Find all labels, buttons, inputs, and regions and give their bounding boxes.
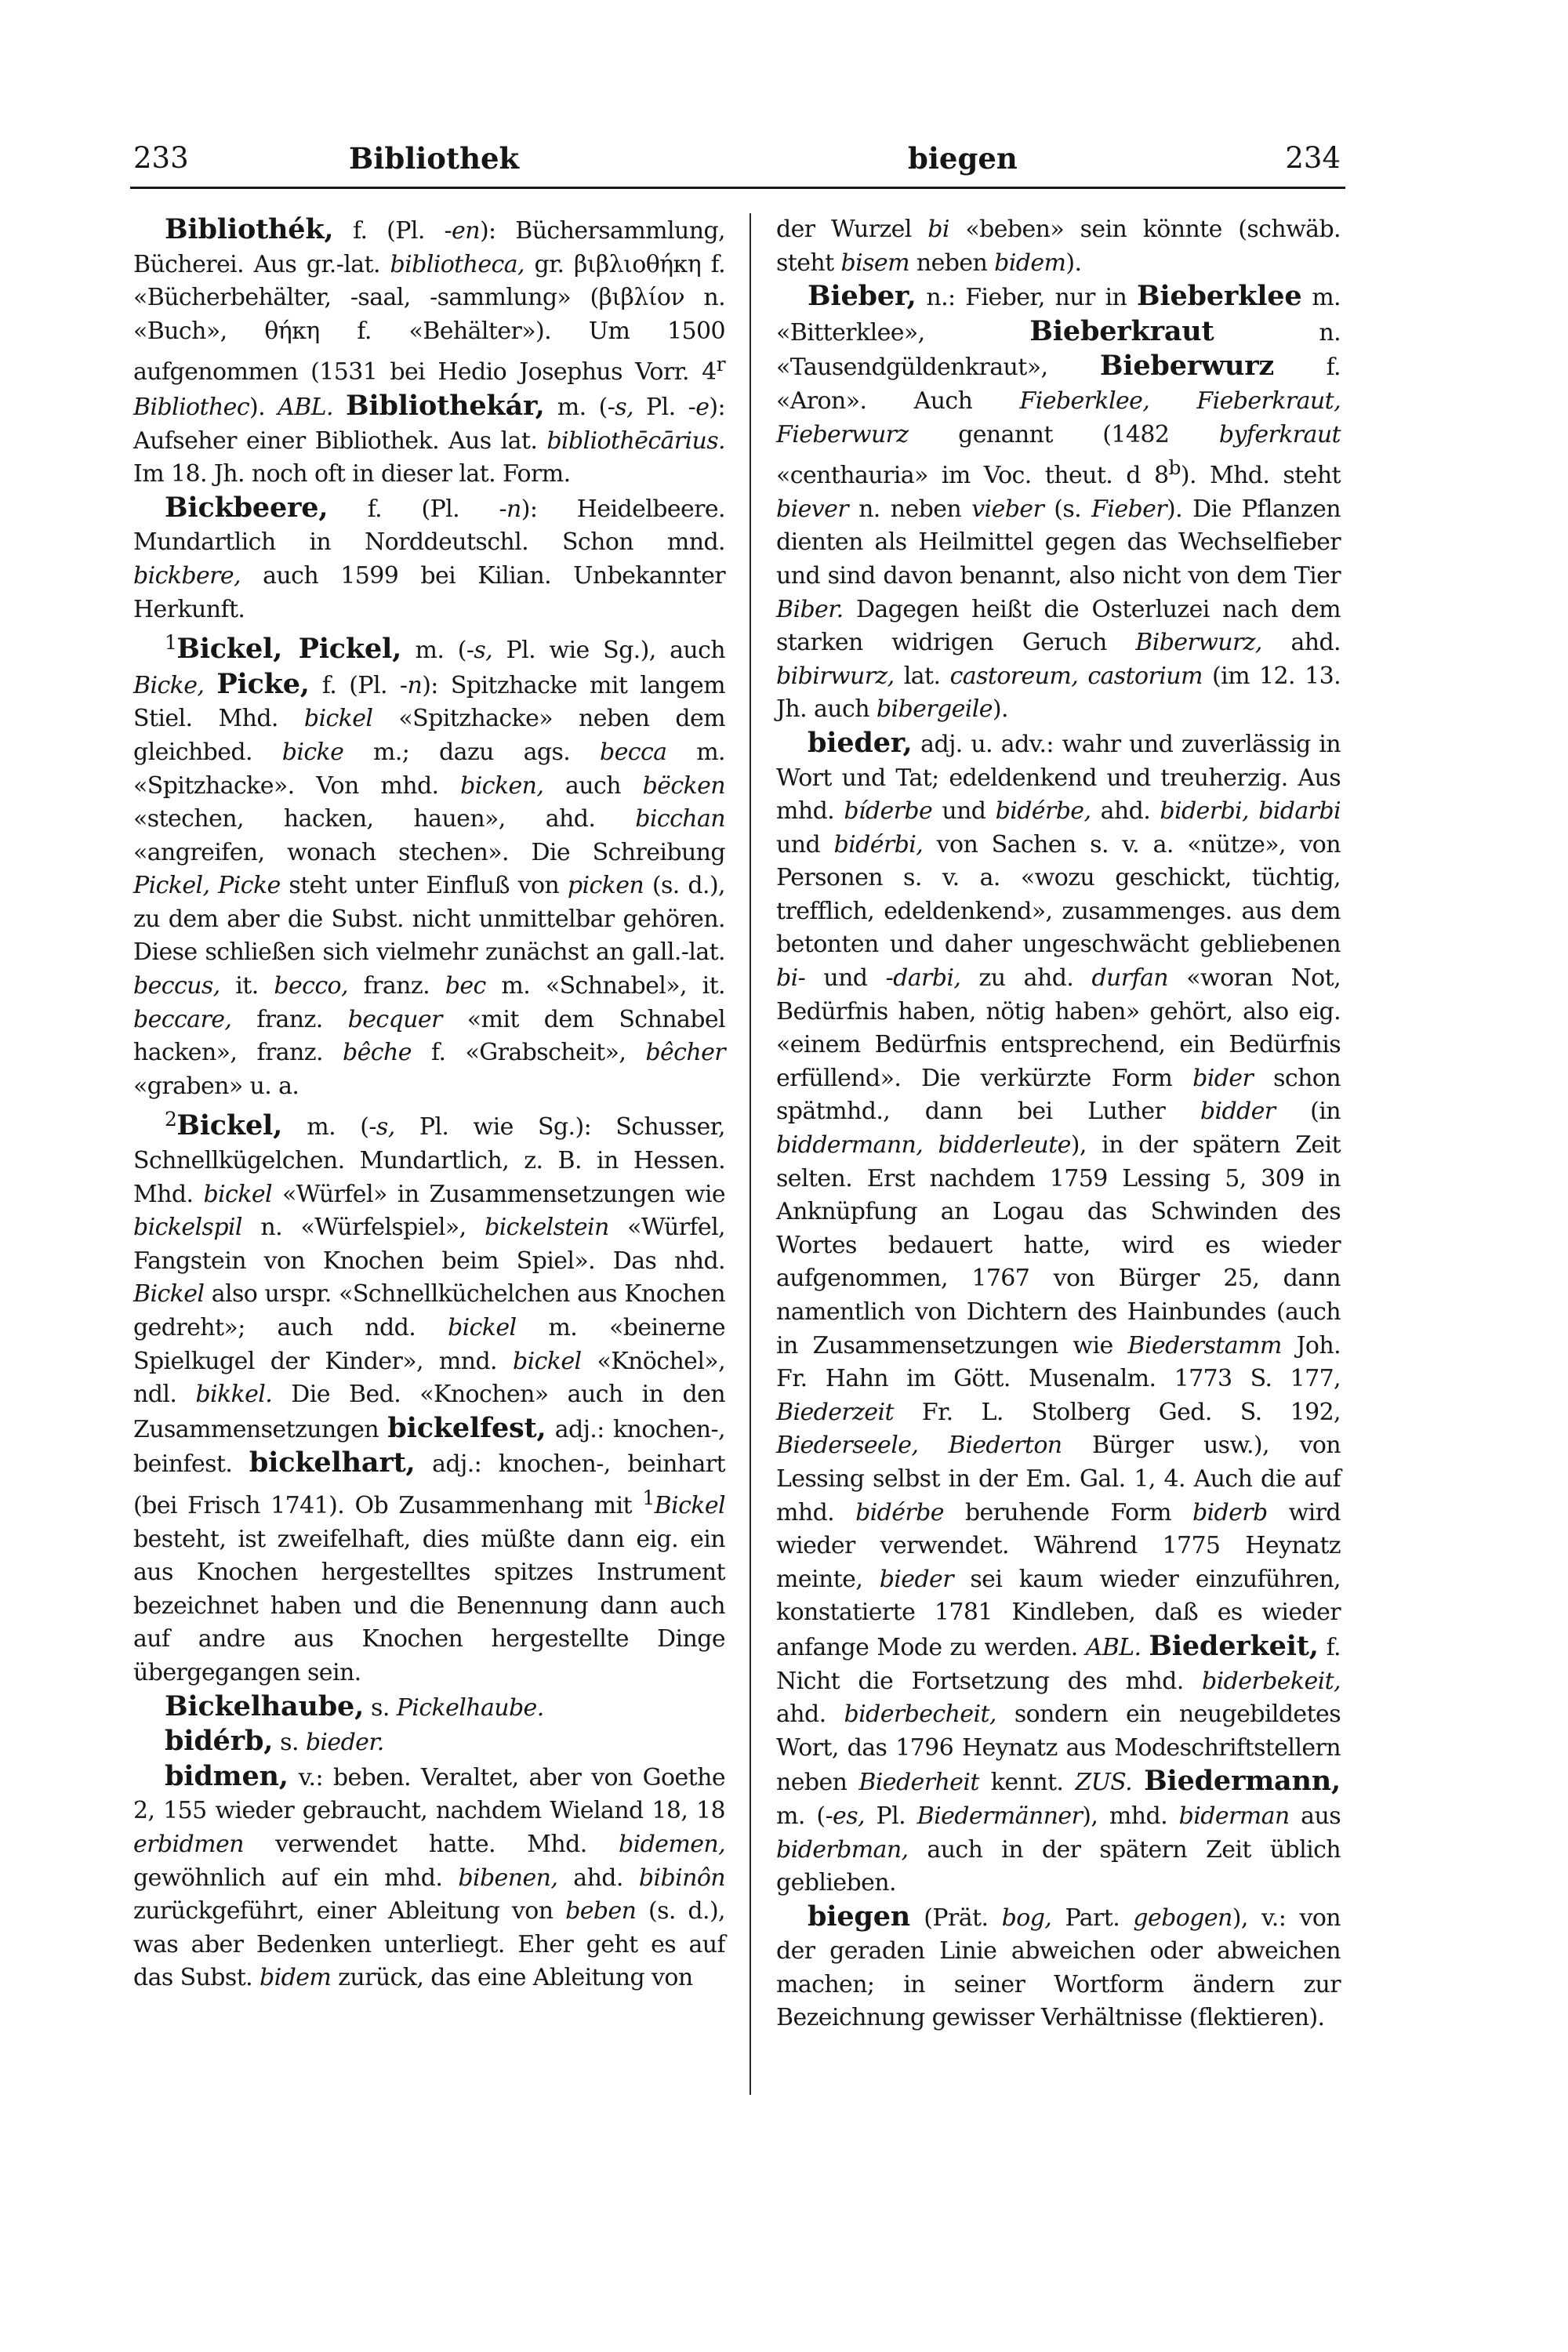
entry-bickel-2: $^2$Bickel, m. (-s, Pl. wie Sg.): Schusser, Schnellkügelchen. Mundartlich, z. B. in Hessen. Mhd. bickel «Würfel» in Zusammensetzungen wie bickelspil n. «Würfelspiel», bickelstein «Würfel, Fangstein von Knochen beim Spiel». Das nhd. Bickel also urspr. «Schnellküchelchen aus Knochen gedreht»; auch ndd. bickel m. «beinerne Spielkugel der Kinder», mnd. bickel «Knöchel», ndl. bikkel. Die Bed. «Knochen» auch in den Zusammensetzungen bickelfest, adj.: knochen-, beinfest. bickelhart, adj.: knochen-, beinhart (bei Frisch 1741). Ob Zusammenhang mit $^1$Bickel besteht, ist zweifelhaft, dies müßte dann eig. ein aus Knochen hergestelltes spitzes Instrument bezeichnet haben und die Benennung dann auch auf andre aus Knochen hergestellte Dinge übergegangen sein. (133, 1108, 726, 1686)
right-column (776, 213, 1341, 2035)
headword: Bibliothék, (165, 213, 334, 245)
entry-bickel-1: $^1$Bickel, Pickel, m. (-s, Pl. wie Sg.), auch Bicke, Picke, f. (Pl. -n): Spitzhacke mit langem Stiel. Mhd. bickel «Spitzhacke» neben dem gleichbed. bicke m.; dazu ags. becca m. «Spitzhacke». Von mhd. bicken, auch bëcken «stechen, hacken, hauen», ahd. bicchan «angreifen, wonach stechen». Die Schreibung Pickel, Picke steht unter Einfluß von picken (s. d.), zu dem aber die Subst. nicht unmittelbar gehören. Diese schließen sich vielmehr zunächst an gall.-lat. beccus, it. becco, franz. bec m. «Schnabel», it. beccare, franz. becquer «mit dem Schnabel hacken», franz. bêche f. «Grabscheit», bêcher «graben» u. a. (133, 631, 726, 1100)
headword: Bickelhaube, (165, 1690, 365, 1722)
entry-bickbeere: Bickbeere, f. (Pl. -n): Heidelbeere. Mundartlich in Norddeutschl. Schon mnd. bickbere, auch 1599 bei Kilian. Unbekannter Herkunft. (133, 491, 725, 623)
running-head-right: biegen (908, 141, 1018, 176)
entry-biegen: biegen (Prät. bog, Part. gebogen), v.: von der geraden Linie abweichen oder abweichen machen; in seiner Wortform ändern zur Bezeichnung gewisser Verhältnisse (flektieren). (776, 1900, 1341, 2032)
entry-bidmen-continued: der Wurzel bi «beben» sein könnte (schwäb. steht bisem neben bidem). (776, 216, 1341, 277)
page-number-right: 234 (1285, 141, 1341, 175)
headword: Picke, (216, 667, 310, 700)
headword: biegen (808, 1900, 911, 1933)
left-column (133, 213, 725, 1995)
entry-bieder: bieder, adj. u. adv.: wahr und zuverlässig in Wort und Tat; edeldenkend und treuherzig. Aus mhd. bíderbe und bidérbe, ahd. biderbi, bidarbi und bidérbi, von Sachen s. v. a. «nütze», von Personen s. v. a. «wozu geschickt, tüchtig, trefflich, edeldenkend», zusammenges. aus dem betonten und daher ungeschwächt gebliebenen bi- und -darbi, zu ahd. durfan «woran Not, Bedürfnis haben, nötig haben» gehört, also eig. «einem Bedürfnis entsprechend, ein Bedürfnis erfüllend». Die verkürzte Form bider schon spätmhd., dann bei Luther bidder (in biddermann, bidderleute), in der spätern Zeit selten. Erst nachdem 1759 Lessing 5, 309 in Anknüpfung an Logau das Schwinden des Wortes bedauert hatte, wird es wieder aufgenommen, 1767 von Bürger 25, dann namentlich von Dichtern des Hainbundes (auch in Zusammensetzungen wie Biederstamm Joh. Fr. Hahn im Gött. Musenalm. 1773 S. 177, Biederzeit Fr. L. Stolberg Ged. S. 192, Biederseele, Biederton Bürger usw.), von Lessing selbst in der Em. Gal. 1, 4. Auch die auf mhd. bidérbe beruhende Form biderb wird wieder verwendet. Während 1775 Heynatz meinte, bieder sei kaum wieder einzuführen, konstatierte 1781 Kindleben, daß es wieder anfange Mode zu werden. ABL. Biederkeit, f. Nicht die Fortsetzung des mhd. biderbekeit, ahd. biderbecheit, sondern ein neugebildetes Wort, das 1796 Heynatz aus Modeschriftstellern neben Biederheit kennt. ZUS. Biedermann, m. (-es, Pl. Biedermänner), mhd. biderman aus biderbman, auch in der spätern Zeit üblich geblieben. (776, 726, 1341, 1897)
headword: Bieberklee (1137, 280, 1302, 313)
page-header (133, 135, 1341, 190)
entry-bickelhaube: Bickelhaube, s. Pickelhaube. (165, 1690, 544, 1722)
headword: bickelfest, (387, 1411, 546, 1444)
headword: bieder, (808, 726, 913, 759)
headword: Bieber, (808, 280, 916, 313)
headword: Biederkeit, (1149, 1629, 1319, 1662)
headword: Bickel, Pickel, (176, 633, 402, 666)
header-rule (130, 187, 1345, 189)
headword: Bickbeere, (165, 491, 328, 524)
entry-bibliothek: Bibliothék, f. (Pl. -en): Büchersammlung, Bücherei. Aus gr.-lat. bibliotheca, gr. βιβλιοθήκη f. «Bücherbehälter, -saal, -sammlung» (βιβλίον n. «Buch», θήκη f. «Behälter»). Um 1500 aufgenommen (1531 bei Hedio Josephus Vorr. 4$^r$ Bibliothec). ABL. Bibliothekár, m. (-s, Pl. -e): Aufseher einer Bibliothek. Aus lat. bibliothēcārius. Im 18. Jh. noch oft in dieser lat. Form. (133, 213, 725, 488)
headword: bidmen, (165, 1759, 289, 1792)
headword: Bieberwurz (1099, 350, 1275, 383)
entry-bieber: Bieber, n.: Fieber, nur in Bieberklee m. «Bitterklee», Bieberkraut n. «Tausendgüldenkraut», Bieberwurz f. «Aron». Auch Fieberklee, Fieberkraut, Fieberwurz genannt (1482 byferkraut «centhauria» im Voc. theut. d 8$^b$). Mhd. steht biever n. neben vieber (s. Fieber). Die Pflanzen dienten als Heilmittel gegen das Wechselfieber und sind davon benannt, also nicht von dem Tier Biber. Dagegen heißt die Osterluzei nach dem starken widrigen Geruch Biberwurz, ahd. bibirwurz, lat. castoreum, castorium (im 12. 13. Jh. auch bibergeile). (776, 280, 1341, 724)
page-number-left: 233 (133, 141, 189, 175)
headword: bickelhart, (249, 1446, 416, 1479)
entry-bidmen: bidmen, v.: beben. Veraltet, aber von Goethe 2, 155 wieder gebraucht, nachdem Wieland 18, 18 erbidmen verwendet hatte. Mhd. bidemen, gewöhnlich auf ein mhd. bibenen, ahd. bibinôn zurückgeführt, einer Ableitung von beben (s. d.), was aber Bedenken unterliegt. Eher geht es auf das Subst. bidem zurück, das eine Ableitung von (133, 1759, 726, 1992)
headword: Bibliothekár, (346, 389, 545, 422)
headword: Biedermann, (1144, 1765, 1341, 1798)
column-divider (750, 213, 751, 2095)
running-head-left: Bibliothek (349, 141, 520, 176)
headword: Bickel, (176, 1109, 283, 1142)
headword: bidérb, (165, 1725, 274, 1758)
entry-biderb: bidérb, s. bieder. (165, 1725, 384, 1758)
headword: Bieberkraut (1029, 314, 1214, 347)
